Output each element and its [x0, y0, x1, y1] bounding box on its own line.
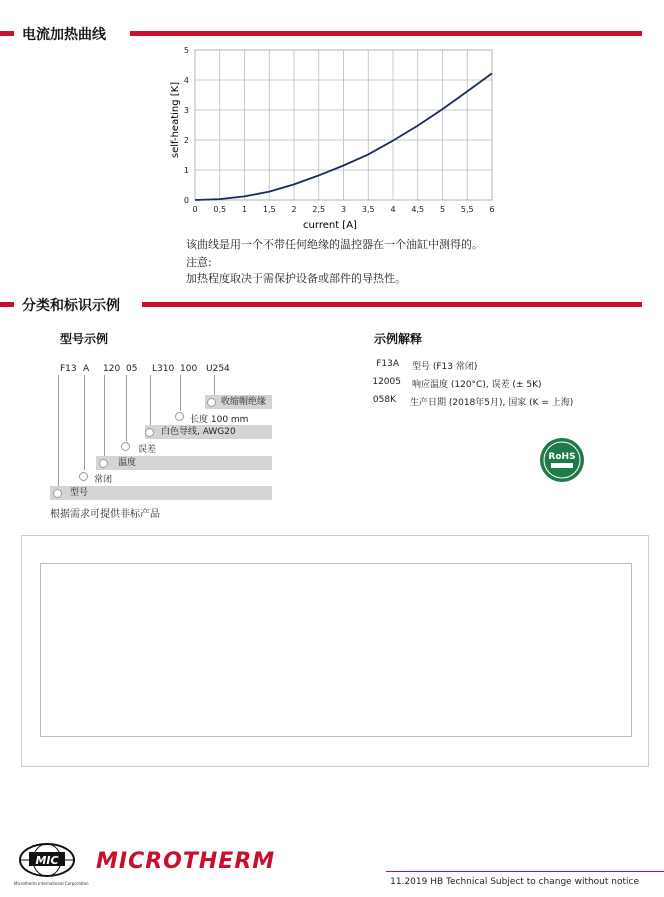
heading-accent [0, 31, 14, 36]
marker-circle-icon [53, 489, 62, 498]
label-shrink: 收缩帽绝缘 [221, 397, 267, 407]
x-tick-label: 5 [439, 205, 446, 214]
x-tick-label: 1 [241, 205, 248, 214]
marker-circle-icon [121, 442, 130, 451]
code-part: F13 [60, 364, 77, 374]
x-axis-label: current [A] [303, 220, 357, 231]
chart-note-3: 加热程度取决于需保护设备或部件的导热性。 [186, 272, 406, 285]
label-normally-closed: 常闭 [94, 475, 113, 485]
footer-notice: 11.2019 HB Technical Subject to change without notice [390, 877, 639, 887]
rohs-label: RoHS [548, 452, 576, 462]
y-tick-label: 1 [183, 166, 189, 175]
code-part: L310 [152, 364, 175, 374]
y-tick-label: 2 [183, 136, 189, 145]
y-tick-label: 3 [183, 106, 189, 115]
blank-panel-inner [40, 563, 632, 737]
connector-line [180, 375, 181, 411]
section-title: 分类和标识示例 [22, 298, 120, 314]
code-part: A [83, 364, 90, 374]
x-tick-label: 4,5 [411, 205, 425, 214]
connector-line [150, 375, 151, 425]
code-part: 05 [126, 364, 138, 374]
footer-rule [386, 871, 664, 872]
x-tick-label: 0,5 [213, 205, 227, 214]
label-tolerance: 误差 [138, 445, 157, 455]
rohs-badge-icon [539, 437, 585, 483]
x-tick-label: 0 [192, 205, 198, 214]
connector-line [58, 375, 59, 486]
connector-line [126, 375, 127, 441]
logo-caption: Microtherm International Corporation [14, 881, 89, 886]
marker-circle-icon [207, 398, 216, 407]
type-example-title: 型号示例 [60, 332, 109, 346]
x-tick-label: 3 [340, 205, 347, 214]
explanation-code: F13A [376, 359, 399, 369]
logo-text: MIC [35, 854, 59, 867]
y-axis-label: self-heating [K] [170, 81, 181, 159]
nonstandard-footnote: 根据需求可提供非标产品 [50, 509, 160, 520]
explanation-text: 型号 (F13 常闭) [412, 362, 478, 372]
y-tick-label: 5 [183, 46, 189, 55]
marker-circle-icon [79, 472, 88, 481]
explanation-code: 058K [372, 395, 396, 405]
heading-accent [0, 302, 14, 307]
label-temperature: 温度 [118, 458, 137, 468]
heading-rule [142, 302, 642, 307]
mic-logo-icon [18, 840, 76, 880]
label-wire: 白色导线, AWG20 [161, 427, 236, 437]
explanation-text: 生产日期 (2018年5月), 国家 (K = 上海) [410, 398, 574, 408]
x-tick-label: 2,5 [312, 205, 326, 214]
code-part: 120 [103, 364, 121, 374]
chart-grid [195, 50, 492, 200]
explanation-title: 示例解释 [374, 332, 423, 346]
x-tick-label: 1,5 [262, 205, 276, 214]
marker-circle-icon [175, 412, 184, 421]
label-model: 型号 [70, 488, 89, 498]
code-part: U254 [206, 364, 230, 374]
label-length: 长度 100 mm [190, 415, 249, 425]
x-tick-label: 5,5 [460, 205, 474, 214]
x-tick-label: 3,5 [361, 205, 375, 214]
section-title: 电流加热曲线 [22, 27, 106, 43]
brand-wordmark: MICROTHERM [96, 849, 276, 874]
label-model-bar [50, 486, 272, 500]
y-tick-label: 4 [183, 76, 189, 85]
marker-circle-icon [99, 459, 108, 468]
code-part: 100 [180, 364, 198, 374]
x-tick-label: 6 [489, 205, 495, 214]
connector-line [84, 375, 85, 470]
connector-line [104, 375, 105, 456]
label-wire-bar [145, 425, 272, 439]
connector-line [214, 375, 215, 396]
chart-note-1: 该曲线是用一个不带任何绝缘的温控器在一个油缸中测得的。 [186, 238, 483, 251]
y-tick-label: 0 [183, 196, 189, 205]
chart-note-2: 注意: [186, 256, 212, 269]
label-temperature-bar [96, 456, 272, 470]
self-heating-chart [160, 40, 505, 235]
explanation-text: 响应温度 (120°C), 误差 (± 5K) [412, 380, 542, 390]
marker-circle-icon [145, 428, 154, 437]
x-tick-label: 4 [390, 205, 396, 214]
x-tick-label: 2 [291, 205, 297, 214]
heading-rule [130, 31, 642, 36]
section-heading-classification [0, 295, 664, 315]
explanation-code: 12005 [372, 377, 401, 387]
